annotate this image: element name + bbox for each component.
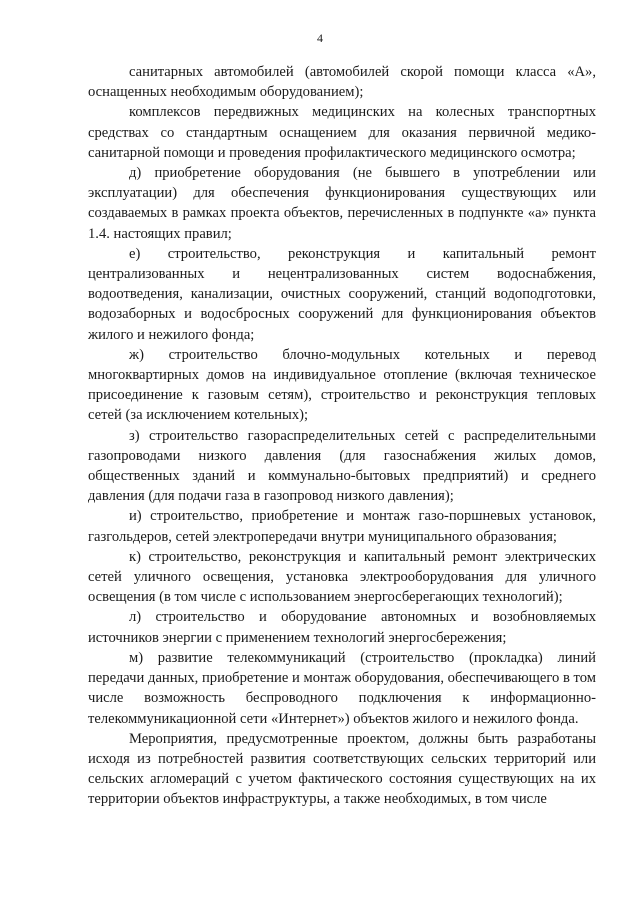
paragraph-item-e: е) строительство, реконструкция и капитальный ремонт централизованных и нецентрализованных систем водоснабжения, водоотведения, канализации, очистных сооружений, станций водоподготовки, водозаборных и водосбросных сооружений для функционирования объектов жилого и нежилого фонда; xyxy=(88,245,596,343)
paragraph-item-l: л) строительство и оборудование автономных и возобновляемых источников энергии с применением технологий энергосбережения; xyxy=(88,609,596,646)
paragraph-item-d: д) приобретение оборудования (не бывшего в употреблении или эксплуатации) для обеспечения функционирования существующих или создаваемых в рамках проекта объектов, перечисленных в подпункте «а» пункта 1.4. настоящих правил; xyxy=(88,165,596,242)
document-body xyxy=(88,62,596,810)
paragraph-item-z: з) строительство газораспределительных сетей с распределительными газопроводами низкого давления (для газоснабжения жилых домов, общественных зданий и коммунально-бытовых предприятий) и среднего давления (для подачи газа в газопровод низкого давления); xyxy=(88,427,596,505)
paragraph-item-k: к) строительство, реконструкция и капитальный ремонт электрических сетей уличного освещения, установка электрооборудования для уличного освещения (в том числе с использованием энергосберегающих технологий); xyxy=(88,548,596,606)
paragraph-item-m: м) развитие телекоммуникаций (строительство (прокладка) линий передачи данных, приобретение и монтаж оборудования, обеспечивающего в том числе возможность беспроводного подключения к информационно-телекоммуникационной сети «Интернет») объектов жилого и нежилого фонда. xyxy=(88,649,596,727)
paragraph-item-zh: ж) строительство блочно-модульных котельных и перевод многоквартирных домов на индивидуальное отопление (включая техническое присоединение к газовым сетям), строительство и реконструкция тепловых сетей (за исключением котельных); xyxy=(88,346,596,424)
paragraph-item-i: и) строительство, приобретение и монтаж газо-поршневых установок, газгольдеров, сетей электропередачи внутри муниципального образования; xyxy=(88,508,596,545)
paragraph-ambulance-vehicles: санитарных автомобилей (автомобилей скорой помощи класса «А», оснащенных необходимым оборудованием); xyxy=(88,64,596,101)
paragraph-mobile-medical-complexes: комплексов передвижных медицинских на колесных транспортных средствах со стандартным оснащением для оказания первичной медико-санитарной помощи и проведения профилактического медицинского осмотра; xyxy=(88,104,596,161)
paragraph-project-measures: Мероприятия, предусмотренные проектом, должны быть разработаны исходя из потребностей развития соответствующих сельских территорий или сельских агломераций с учетом фактического состояния существующих на их территории объектов инфраструктуры, а также необходимых, в том числе xyxy=(88,730,596,808)
page-number: 4 xyxy=(317,31,323,45)
